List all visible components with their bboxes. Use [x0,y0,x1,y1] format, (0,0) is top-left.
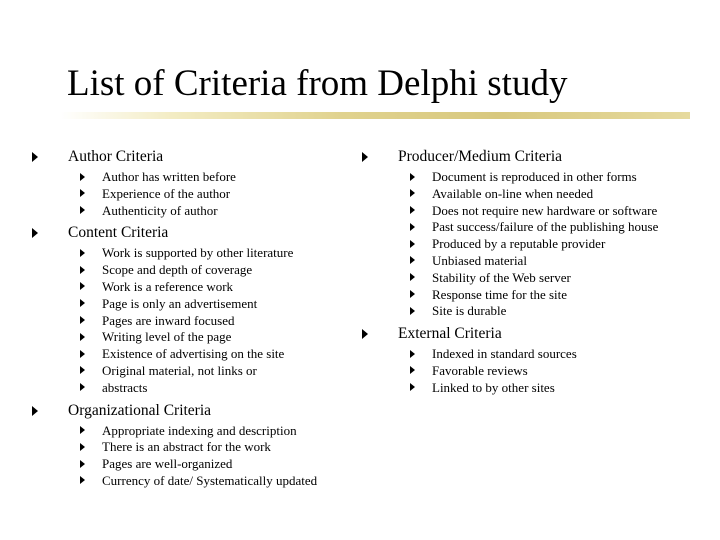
criteria-list [30,423,360,490]
list-item: Pages are inward focused [30,313,360,330]
bullet-icon [410,366,415,374]
bullet-icon [410,383,415,391]
list-item: abstracts [30,380,360,397]
group-heading [360,146,710,168]
left-column [30,146,360,493]
bullet-icon [410,256,415,264]
bullet-icon [410,173,415,181]
bullet-icon [362,329,368,339]
group-heading-text: Content Criteria [68,224,169,242]
bullet-icon [80,366,85,374]
group-heading [30,222,360,244]
list-item: There is an abstract for the work [30,439,360,456]
group-heading-text: Organizational Criteria [68,401,212,419]
list-item: Work is a reference work [30,279,360,296]
bullet-icon [80,383,85,391]
list-item: Unbiased material [360,253,710,270]
list-item: Stability of the Web server [360,270,710,287]
bullet-icon [80,206,85,214]
list-item: Scope and depth of coverage [30,262,360,279]
page-title: List of Criteria from Delphi study [67,63,568,104]
bullet-icon [410,290,415,298]
bullet-icon [410,206,415,214]
list-item: Experience of the author [30,186,360,203]
bullet-icon [80,476,85,484]
list-item: Currency of date/ Systematically updated [30,473,360,490]
list-item: Author has written before [30,169,360,186]
group-heading-text: External Criteria [398,325,502,343]
list-item: Work is supported by other literature [30,245,360,262]
group-heading-text: Producer/Medium Criteria [398,148,562,165]
criteria-list [360,346,710,396]
list-item: Document is reproduced in other forms [360,169,710,186]
bullet-icon [80,460,85,468]
group-heading [360,323,710,345]
list-item: Appropriate indexing and description [30,423,360,440]
criteria-list [30,169,360,219]
list-item: Writing level of the page [30,329,360,346]
bullet-icon [32,228,38,238]
criteria-list [30,245,360,396]
bullet-icon [80,426,85,434]
bullet-icon [80,333,85,341]
list-item: Response time for the site [360,287,710,304]
title-divider [60,112,690,119]
bullet-icon [32,152,38,162]
bullet-icon [410,240,415,248]
right-column [360,146,710,400]
bullet-icon [80,189,85,197]
bullet-icon [80,266,85,274]
list-item: Authenticity of author [30,203,360,220]
list-item: Page is only an advertisement [30,296,360,313]
bullet-icon [80,282,85,290]
bullet-icon [80,299,85,307]
bullet-icon [410,350,415,358]
group-heading [30,146,360,168]
bullet-icon [362,152,368,162]
bullet-icon [410,307,415,315]
group-heading [30,400,360,422]
bullet-icon [80,249,85,257]
bullet-icon [410,273,415,281]
bullet-icon [80,350,85,358]
bullet-icon [80,173,85,181]
bullet-icon [32,406,38,416]
list-item: Linked to by other sites [360,380,710,397]
list-item: Favorable reviews [360,363,710,380]
list-item: Pages are well-organized [30,456,360,473]
list-item: Existence of advertising on the site [30,346,360,363]
criteria-list [360,169,710,320]
list-item: Indexed in standard sources [360,346,710,363]
bullet-icon [80,316,85,324]
list-item: Site is durable [360,303,710,320]
list-item: Original material, not links or [30,363,360,380]
list-item: Available on-line when needed [360,186,710,203]
bullet-icon [410,189,415,197]
bullet-icon [410,223,415,231]
bullet-icon [80,443,85,451]
list-item: Past success/failure of the publishing house [360,219,710,236]
list-item: Does not require new hardware or software [360,203,710,220]
group-heading-text: Author Criteria [68,148,164,165]
list-item: Produced by a reputable provider [360,236,710,253]
